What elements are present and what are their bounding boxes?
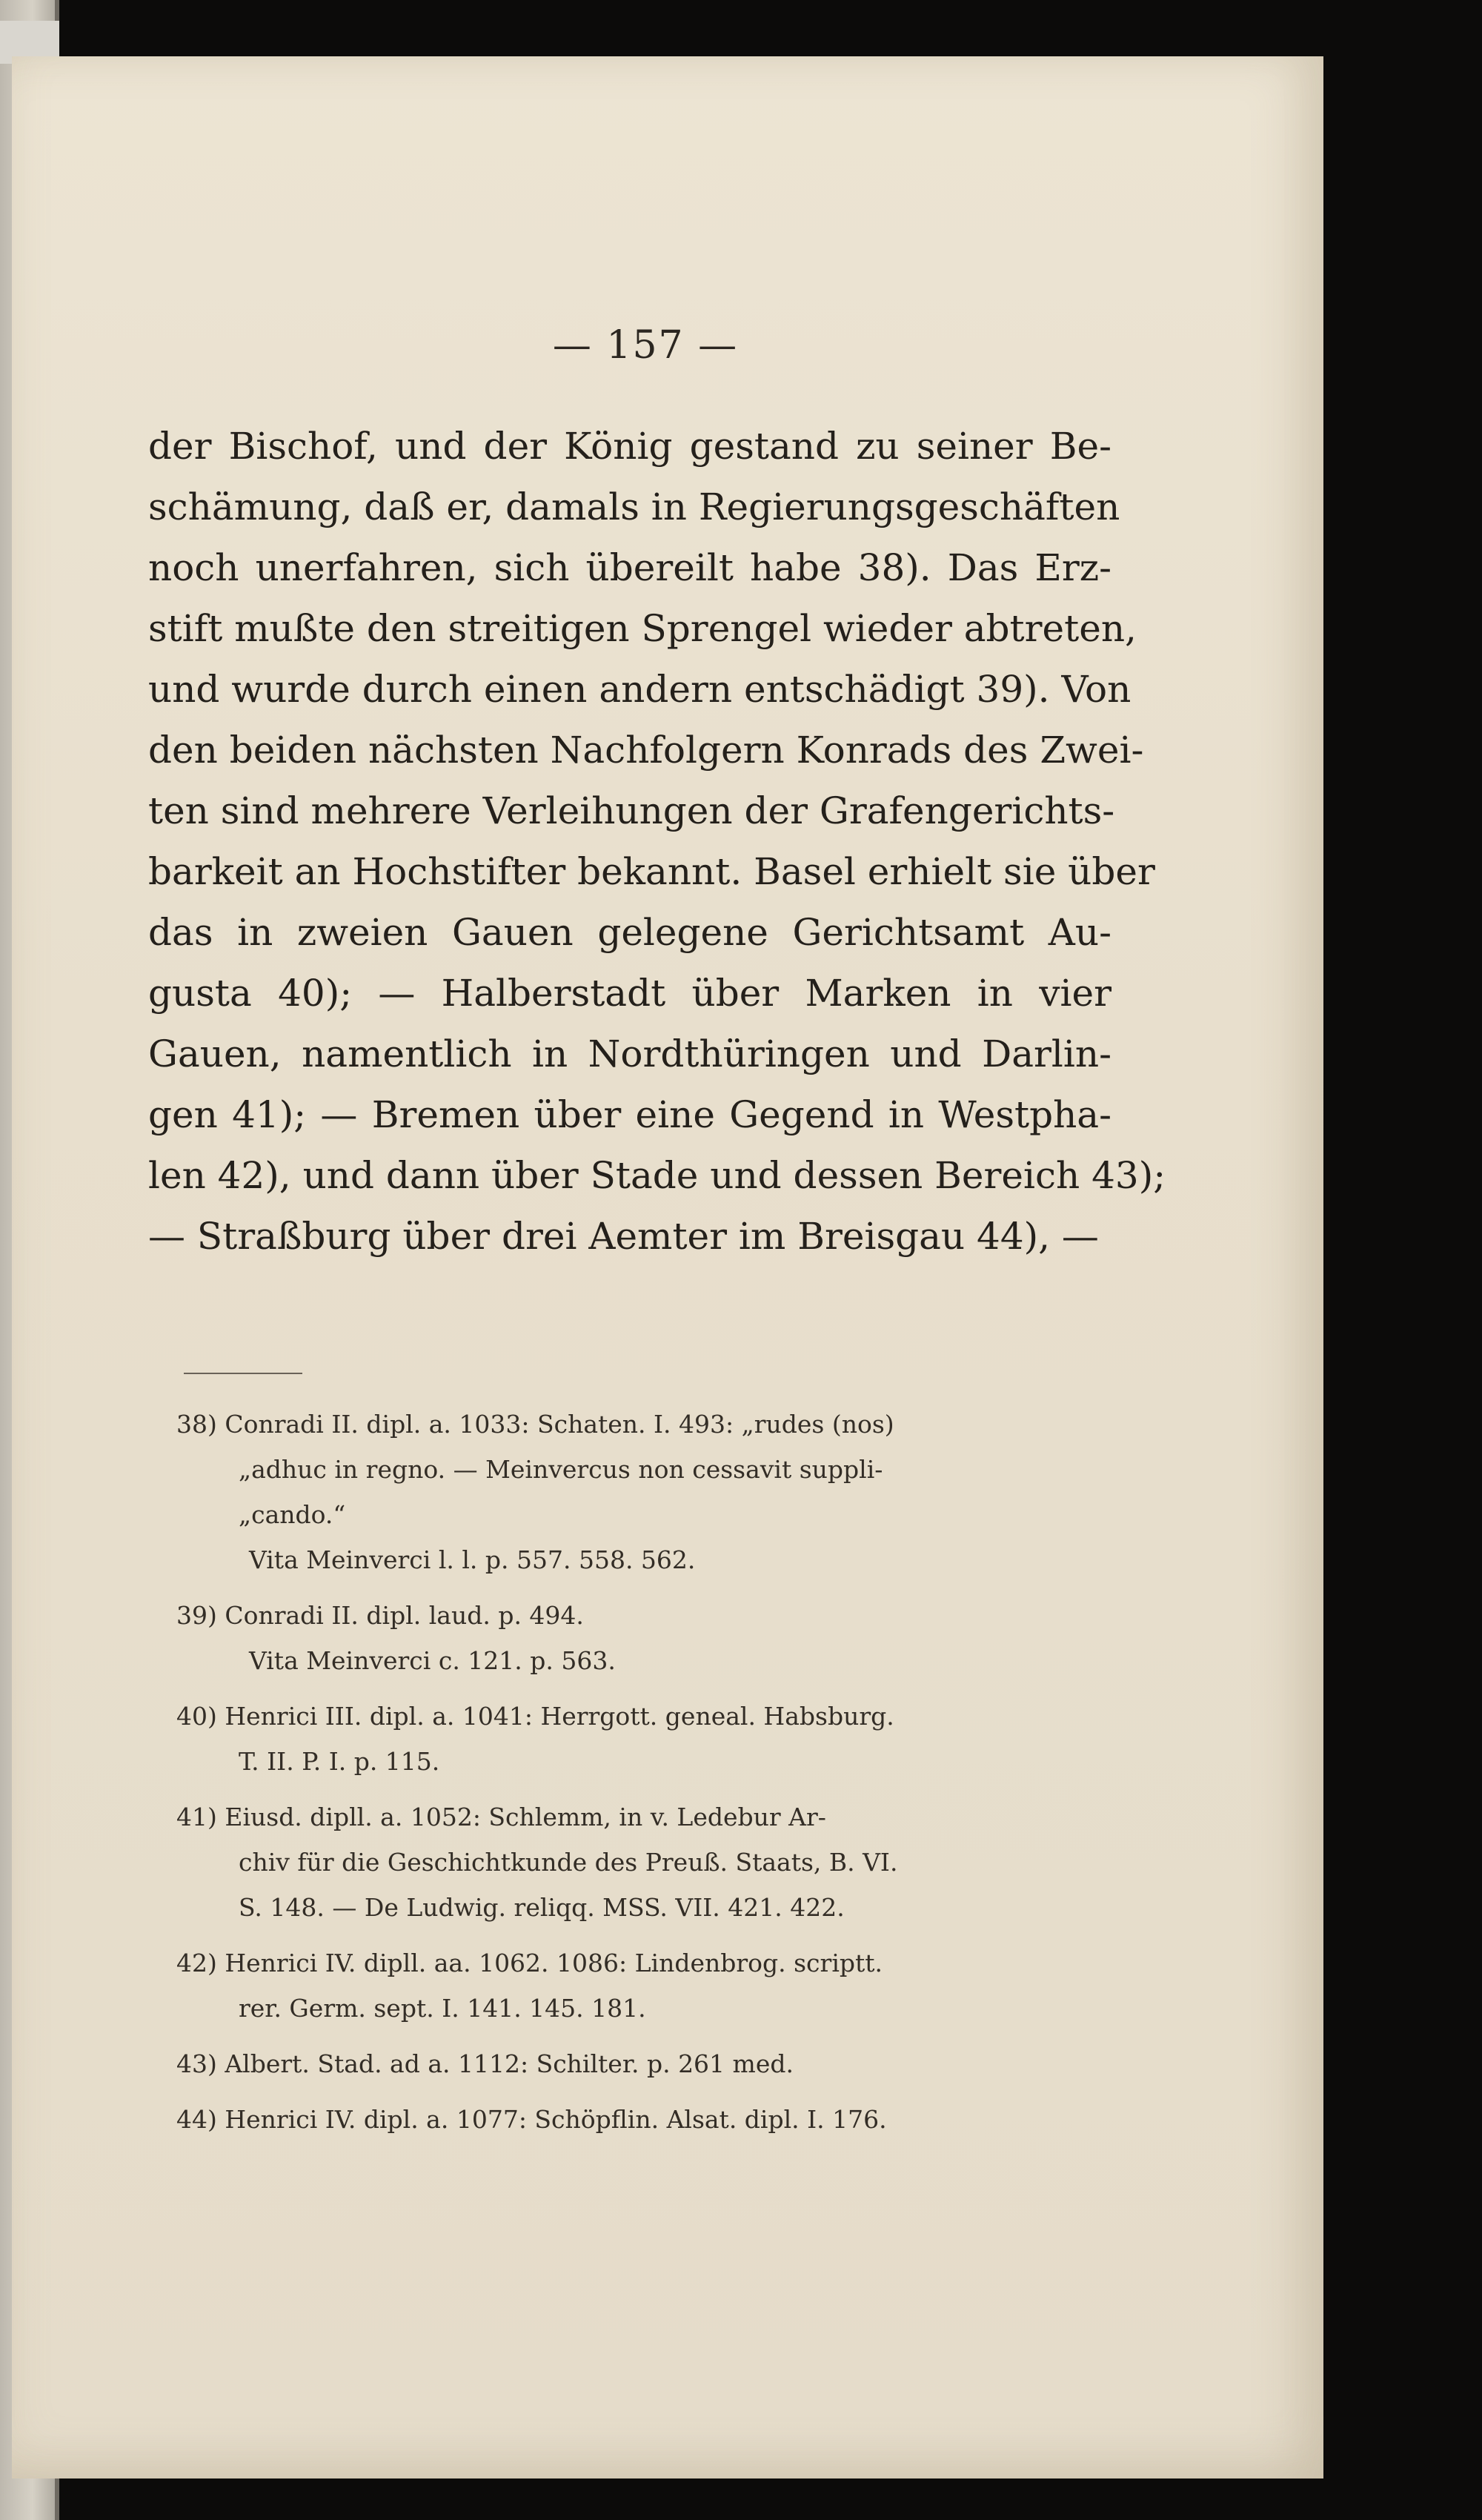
body-line: noch unerfahren, sich übereilt habe 38). Das Erz- — [148, 546, 1112, 589]
body-line: ten sind mehrere Verleihungen der Grafengerichts- — [148, 789, 1115, 832]
body-line: schämung, daß er, damals in Regierungsgeschäften — [148, 485, 1120, 528]
footnote-38 — [176, 1402, 1140, 1582]
body-text — [148, 416, 1166, 1267]
footnote-line: T. II. P. I. p. 115. — [239, 1747, 440, 1776]
footnote-divider — [184, 1373, 302, 1374]
footnote-line: „cando.“ — [239, 1500, 346, 1529]
body-line: der Bischof, und der König gestand zu seiner Be- — [148, 425, 1112, 468]
body-line: — Straßburg über drei Aemter im Breisgau 44), — — [148, 1215, 1099, 1258]
footnote-line: 39) Conradi II. dipl. laud. p. 494. — [176, 1601, 584, 1630]
footnote-42 — [176, 1940, 1140, 2031]
footnote-39 — [176, 1593, 1140, 1683]
footnotes — [176, 1402, 1140, 2152]
footnote-line: „adhuc in regno. — Meinvercus non cessavit suppli- — [239, 1455, 883, 1484]
footnote-44 — [176, 2097, 1140, 2142]
body-line: stift mußte den streitigen Sprengel wieder abtreten, — [148, 607, 1137, 650]
body-line: gen 41); — Bremen über eine Gegend in Westpha- — [148, 1093, 1112, 1136]
body-line: den beiden nächsten Nachfolgern Konrads des Zwei- — [148, 729, 1144, 772]
footnote-line: chiv für die Geschichtkunde des Preuß. Staats, B. VI. — [239, 1848, 898, 1877]
body-line: und wurde durch einen andern entschädigt 39). Von — [148, 668, 1132, 711]
body-line: gusta 40); — Halberstadt über Marken in vier — [148, 972, 1112, 1015]
body-line: Gauen, namentlich in Nordthüringen und Darlin- — [148, 1032, 1112, 1075]
body-line: das in zweien Gauen gelegene Gerichtsamt Au- — [148, 911, 1112, 954]
footnote-41 — [176, 1794, 1140, 1930]
footnote-line: 38) Conradi II. dipl. a. 1033: Schaten. I. 493: „rudes (nos) — [176, 1410, 894, 1439]
footnote-43 — [176, 2041, 1140, 2086]
footnote-line: 40) Henrici III. dipl. a. 1041: Herrgott. geneal. Habsburg. — [176, 1702, 894, 1731]
footnote-line: S. 148. — De Ludwig. reliqq. MSS. VII. 421. 422. — [239, 1893, 845, 1922]
footnote-line: Vita Meinverci l. l. p. 557. 558. 562. — [249, 1545, 696, 1574]
body-line: barkeit an Hochstifter bekannt. Basel erhielt sie über — [148, 850, 1155, 893]
footnote-line: 44) Henrici IV. dipl. a. 1077: Schöpflin. Alsat. dipl. I. 176. — [176, 2105, 887, 2134]
footnote-line: Vita Meinverci c. 121. p. 563. — [249, 1646, 616, 1675]
footnote-40 — [176, 1694, 1140, 1784]
body-line: len 42), und dann über Stade und dessen Bereich 43); — [148, 1154, 1166, 1197]
footnote-line: 42) Henrici IV. dipll. aa. 1062. 1086: Lindenbrog. scriptt. — [176, 1949, 883, 1977]
footnote-line: 41) Eiusd. dipll. a. 1052: Schlemm, in v. Ledebur Ar- — [176, 1803, 826, 1831]
footnote-line: 43) Albert. Stad. ad a. 1112: Schilter. p. 261 med. — [176, 2049, 794, 2078]
page-number: — 157 — — [552, 323, 739, 368]
footnote-line: rer. Germ. sept. I. 141. 145. 181. — [239, 1994, 646, 2023]
book-page — [12, 56, 1323, 2478]
